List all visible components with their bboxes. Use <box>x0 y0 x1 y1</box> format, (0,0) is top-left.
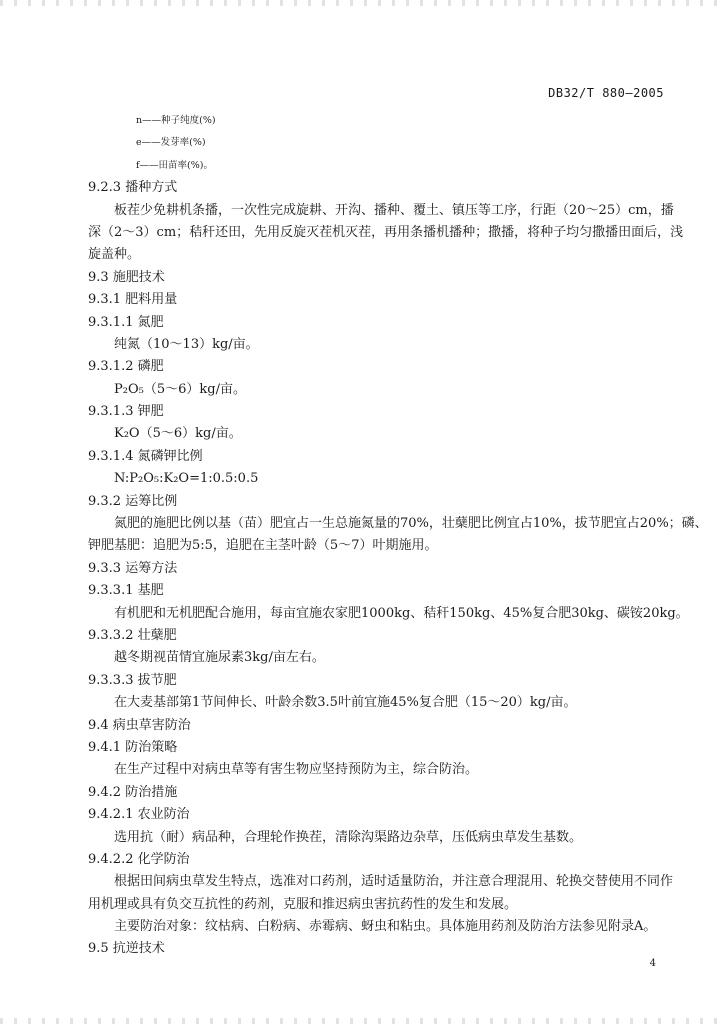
text-line: 有机肥和无机肥配合施用，每亩宜施农家肥1000kg、秸秆150kg、45%复合肥30kg、碳铵20kg。 <box>114 605 689 621</box>
section-heading: 9.3.3.2 壮蘖肥 <box>88 627 177 643</box>
document-body <box>88 110 708 961</box>
text-line: 在大麦基部第1节间伸长、叶龄余数3.5叶前宜施45%复合肥（15～20）kg/亩。 <box>114 695 577 711</box>
text-line: 越冬期视苗情宜施尿素3kg/亩左右。 <box>114 650 325 666</box>
section-heading: 9.4 病虫草害防治 <box>88 717 191 733</box>
text-line: 氮肥的施肥比例以基（苗）肥宜占一生总施氮量的70%，壮蘖肥比例宜占10%，拔节肥宜占20%；磷、 <box>114 516 708 532</box>
section-heading: 9.5 抗逆技术 <box>88 941 165 957</box>
text-line: K₂O（5～6）kg/亩。 <box>114 426 242 442</box>
text-line: 钾肥基肥：追肥为5:5，追肥在主茎叶龄（5～7）叶期施用。 <box>88 538 438 554</box>
text-line: 旋盖种。 <box>88 247 141 263</box>
text-line: N:P₂O₅:K₂O=1:0.5:0.5 <box>114 471 259 487</box>
text-line: 选用抗（耐）病品种，合理轮作换茬，清除沟渠路边杂草，压低病虫草发生基数。 <box>114 829 583 845</box>
section-heading: 9.3.1.3 钾肥 <box>88 404 164 420</box>
text-line: 用机理或具有负交互抗性的药剂，克服和推迟病虫害抗药性的发生和发展。 <box>88 896 518 912</box>
text-line: 在生产过程中对病虫草等有害生物应坚持预防为主，综合防治。 <box>114 762 479 778</box>
section-heading: 9.3.1.1 氮肥 <box>88 314 164 330</box>
page-number: 4 <box>649 958 656 969</box>
section-heading: 9.3.3.1 基肥 <box>88 583 164 599</box>
section-heading: 9.2.3 播种方式 <box>88 180 178 196</box>
section-heading: 9.3.1 肥料用量 <box>88 292 178 308</box>
text-line: 纯氮（10～13）kg/亩。 <box>114 336 259 352</box>
section-heading: 9.4.2 防治措施 <box>88 784 178 800</box>
text-line: 深（2～3）cm；秸秆还田，先用反旋灭茬机灭茬，再用条播机播种；撒播，将种子均匀撒播田面后，浅 <box>88 224 684 240</box>
text-line: 主要防治对象：纹枯病、白粉病、赤霉病、蚜虫和粘虫。具体施用药剂及防治方法参见附录A。 <box>114 919 657 935</box>
text-line: e——发芽率(%) <box>136 137 206 149</box>
section-heading: 9.3.1.4 氮磷钾比例 <box>88 448 203 464</box>
scan-artifact-top <box>0 0 724 6</box>
section-heading: 9.4.2.1 农业防治 <box>88 807 190 823</box>
section-heading: 9.3.3 运筹方法 <box>88 560 178 576</box>
text-line: f——田苗率(%)。 <box>136 159 213 171</box>
standard-code: DB32/T 880—2005 <box>548 86 664 100</box>
text-line: 板茬少免耕机条播，一次性完成旋耕、开沟、播种、覆土、镇压等工序，行距（20～25）cm，播 <box>114 202 674 218</box>
section-heading: 9.3.2 运筹比例 <box>88 493 178 509</box>
section-heading: 9.3 施肥技术 <box>88 269 165 285</box>
text-line: n——种子纯度(%) <box>136 115 216 126</box>
section-heading: 9.3.1.2 磷肥 <box>88 359 164 375</box>
section-heading: 9.3.3.3 拔节肥 <box>88 672 177 688</box>
text-line: P₂O₅（5～6）kg/亩。 <box>114 381 246 397</box>
section-heading: 9.4.1 防治策略 <box>88 739 178 755</box>
section-heading: 9.4.2.2 化学防治 <box>88 851 190 867</box>
scan-artifact-bottom <box>0 1018 724 1024</box>
text-line: 根据田间病虫草发生特点，选准对口药剂，适时适量防治，并注意合理混用、轮换交替使用不同作 <box>114 874 674 890</box>
